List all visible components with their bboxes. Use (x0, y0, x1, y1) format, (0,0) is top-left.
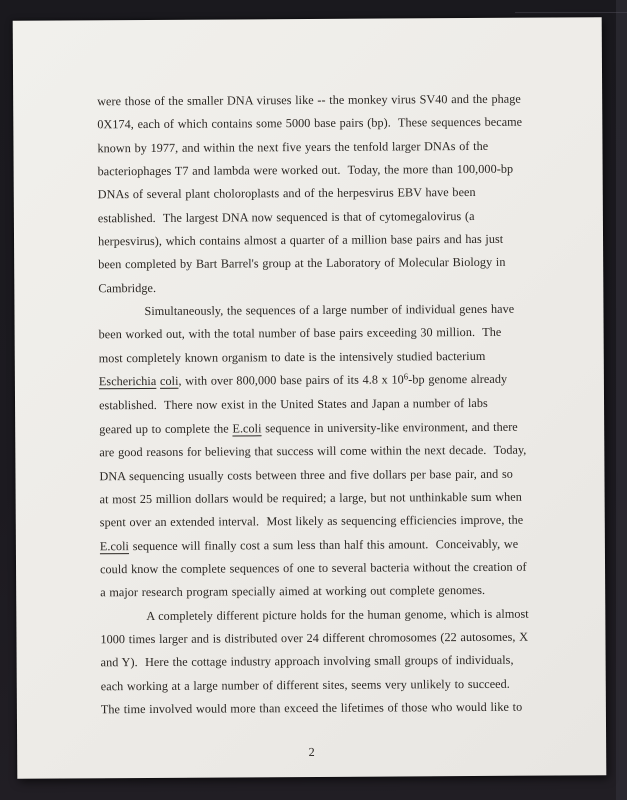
text-line (99, 368, 569, 395)
text-segment: geared up to complete the (99, 421, 233, 437)
text-segment: established. There now exist in the United States and Japan a number of labs (99, 396, 488, 413)
text-segment: The time involved would more than exceed the lifetimes of those who would like to (100, 699, 523, 717)
text-segment: 0X174, each of which contains some 5000 base pairs (bp). These sequences became (97, 115, 523, 132)
text-segment: been worked out, with the total number of base pairs exceeding 30 million. The (98, 325, 502, 342)
text-line (100, 555, 570, 581)
text-segment: sequence will finally cost a sum less than half this amount. Conceivably, we (128, 536, 519, 553)
text-line (99, 344, 569, 370)
text-segment: at most 25 million dollars would be required; a large, but not unthinkable sum when (99, 489, 522, 507)
text-line (101, 649, 571, 675)
text-segment: Cambridge. (98, 280, 157, 296)
text-segment: established. The largest DNA now sequenced is that of cytomegalovirus (a (97, 208, 475, 226)
text-line (98, 181, 568, 207)
text-segment: , with over 800,000 base pairs of its 4.8 x 10 (178, 372, 404, 388)
text-line (100, 509, 570, 535)
text-line (99, 415, 569, 441)
text-line (99, 462, 569, 488)
text-segment: DNAs of several plant choloroplasts and of the herpesvirus EBV have been (97, 185, 476, 202)
text-segment: E.coli (232, 421, 262, 436)
text-line (100, 485, 570, 511)
text-segment: are good reasons for believing that success will come within the next decade. Today, (99, 442, 527, 460)
text-line (97, 134, 567, 160)
text-segment: bacteriophages T7 and lambda were worked out. Today, the more than 100,000-bp (97, 161, 514, 179)
text-line (100, 532, 570, 558)
text-line (98, 274, 568, 300)
text-segment: most completely known organism to date is the intensively studied bacterium (98, 348, 486, 366)
document-page (13, 17, 607, 779)
text-line (100, 602, 570, 628)
text-segment: and Y). Here the cottage industry approach involving small groups of individuals, (100, 653, 514, 670)
text-segment: spent over an extended interval. Most likely as sequencing efficiencies improve, the (99, 512, 524, 530)
text-segment: A completely different picture holds for the human genome, which is almost (146, 606, 529, 623)
page-number: 2 (308, 744, 315, 760)
text-line (100, 579, 570, 605)
text-line (100, 625, 570, 651)
text-segment: 6 (403, 371, 409, 382)
text-segment: known by 1977, and within the next five years the tenfold larger DNAs of the (97, 138, 489, 155)
text-segment: Escherichia (98, 374, 157, 389)
text-line (99, 439, 569, 465)
text-line (99, 321, 569, 347)
text-segment: Simultaneously, the sequences of a large number of individual genes have (144, 301, 515, 319)
text-segment: herpesvirus), which contains almost a quarter of a million base pairs and has just (97, 231, 504, 249)
text-line (101, 672, 571, 698)
scanner-edge-strip (616, 0, 627, 800)
text-line (98, 251, 568, 277)
text-line (98, 204, 568, 230)
text-line (101, 695, 571, 721)
text-segment: been completed by Bart Barrel's group at the Laboratory of Molecular Biology in (98, 255, 506, 272)
text-segment: coli (159, 373, 179, 389)
text-line (99, 392, 569, 418)
text-segment: 1000 times larger and is distributed over 24 different chromosomes (22 autosomes, X (100, 629, 529, 647)
text-segment: were those of the smaller DNA viruses like -- the monkey virus SV40 and the phage (97, 91, 521, 109)
text-segment: E.coli (99, 538, 130, 553)
text-line (98, 298, 568, 324)
text-segment: a major research program specially aimed at working out complete genomes. (100, 583, 486, 600)
text-segment: DNA sequencing usually costs between three and five dollars per base pair, and so (99, 466, 513, 483)
text-segment: could know the complete sequences of one to several bacteria without the creation of (99, 559, 527, 577)
text-line (97, 87, 567, 113)
text-line (97, 111, 567, 137)
text-segment: -bp genome already (408, 371, 508, 387)
text-line (98, 157, 568, 183)
scanner-seam-line (515, 12, 627, 13)
page-text (97, 87, 571, 721)
text-segment: each working at a large number of different sites, seems very unlikely to succeed. (100, 676, 510, 693)
text-line (98, 227, 568, 253)
text-segment: sequence in university-like environment, and there (261, 419, 518, 436)
